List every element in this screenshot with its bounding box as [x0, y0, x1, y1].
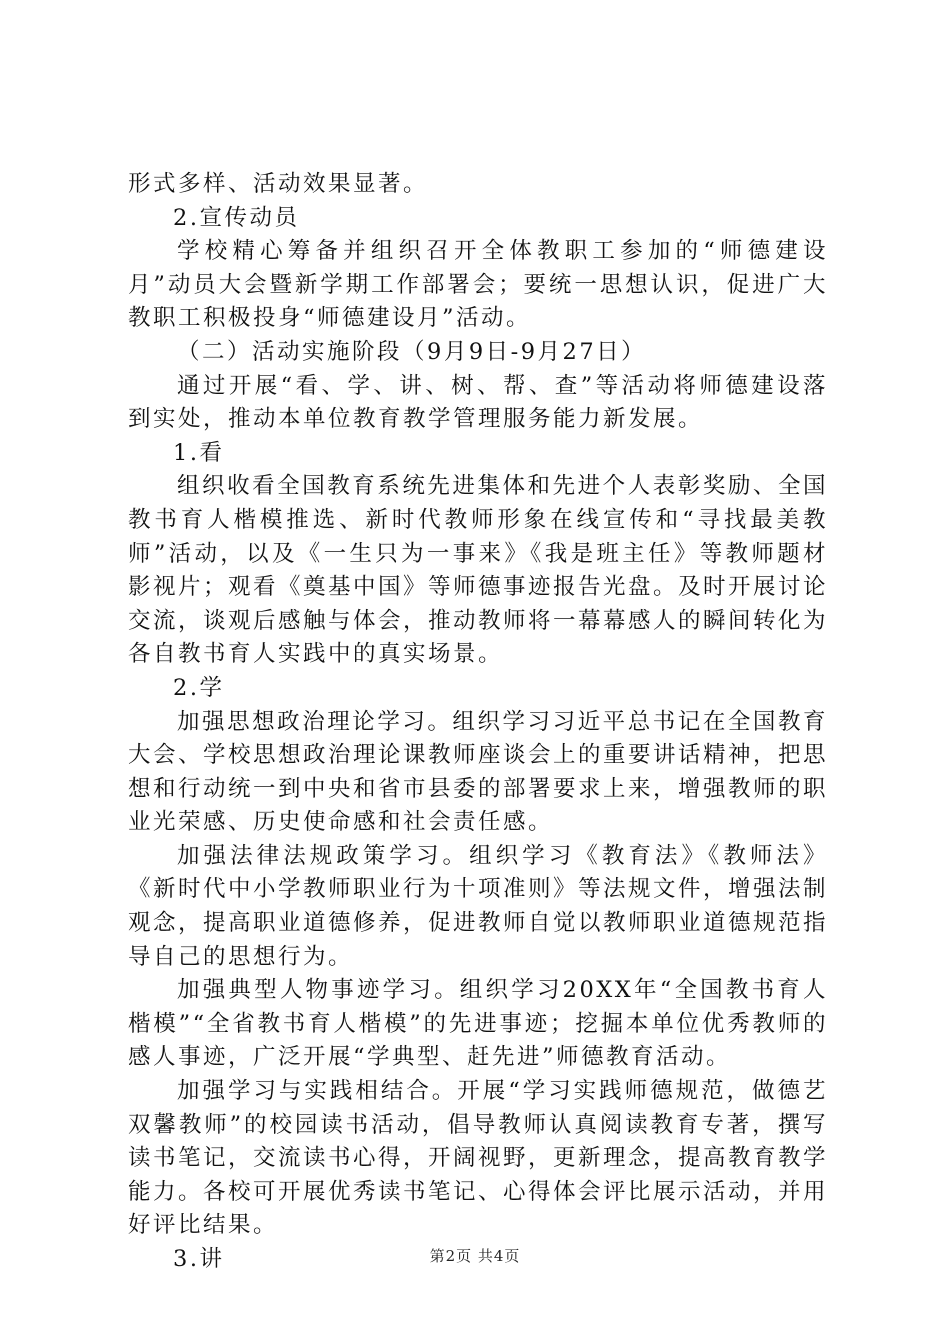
paragraph: 组织收看全国教育系统先进集体和先进个人表彰奖励、全国教书育人楷模推选、新时代教师形象在线宣传和“寻找最美教师”活动，以及《一生只为一事来》《我是班主任》等教师题材影视片；观看《奠基中国》等师德事迹报告光盘。及时开展讨论交流，谈观后感触与体会，推动教师将一幕幕感人的瞬间转化为各自教书育人实践中的真实场景。	[128, 473, 829, 668]
document-body	[128, 168, 828, 1277]
paragraph: 学校精心筹备并组织召开全体教职工参加的“师德建设月”动员大会暨新学期工作部署会；要统一思想认识，促进广大教职工积极投身“师德建设月”活动。	[128, 238, 828, 332]
section-heading-publicity: 2.宣传动员	[173, 204, 300, 231]
section-heading-watch: 1.看	[173, 439, 225, 466]
paragraph: 加强学习与实践相结合。开展“学习实践师德规范，做德艺双馨教师”的校园读书活动，倡导教师认真阅读教育专著，撰写读书笔记，交流读书心得，开阔视野，更新理念，提高教育教学能力。各校可开展优秀读书笔记、心得体会评比展示活动，并用好评比结果。	[128, 1078, 829, 1239]
section-heading-learn: 2.学	[173, 674, 225, 701]
paragraph: 加强思想政治理论学习。组织学习习近平总书记在全国教育大会、学校思想政治理论课教师座谈会上的重要讲话精神，把思想和行动统一到中央和省市县委的部署要求上来，增强教师的职业光荣感、历史使命感和社会责任感。	[128, 708, 829, 836]
paragraph-continuation: 形式多样、活动效果显著。	[128, 171, 429, 197]
page-footer: 第2页 共4页	[429, 1247, 521, 1265]
section-heading-implementation: （二）活动实施阶段（9月9日-9月27日）	[177, 338, 647, 365]
section-heading-speak: 3.讲	[173, 1246, 225, 1272]
paragraph: 通过开展“看、学、讲、树、帮、查”等活动将师德建设落到实处，推动本单位教育教学管理服务能力新发展。	[128, 372, 828, 433]
paragraph: 加强典型人物事迹学习。组织学习20XX年“全国教书育人楷模”“全省教书育人楷模”的先进事迹；挖掘本单位优秀教师的感人事迹，广泛开展“学典型、赶先进”师德教育活动。	[128, 977, 828, 1071]
paragraph: 加强法律法规政策学习。组织学习《教育法》《教师法》《新时代中小学教师职业行为十项准则》等法规文件，增强法制观念，提高职业道德修养，促进教师自觉以教师职业道德规范指导自己的思想行为。	[128, 842, 829, 970]
